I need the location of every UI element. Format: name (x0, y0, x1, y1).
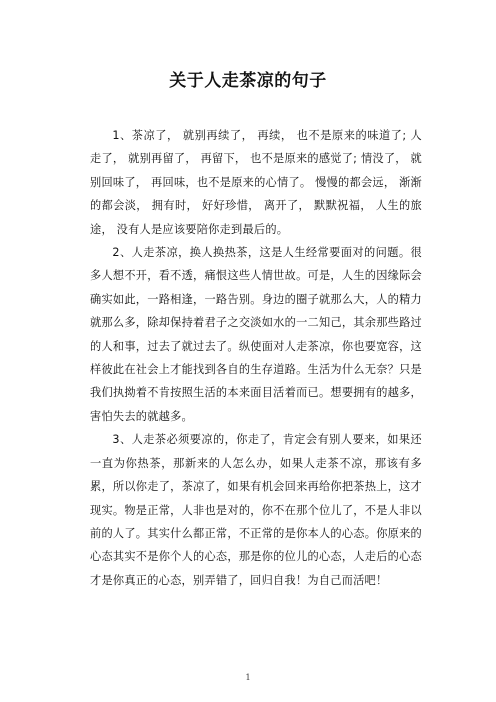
document-title: 关于人走茶凉的句子 (169, 71, 327, 91)
paragraph-1: 1、茶凉了， 就别再续了， 再续， 也不是原来的味道了; 人走了， 就别再留了， 再留下， 也不是原来的感觉了; 情没了， 就别回味了， 再回味，也不是原来的心情了。 慢慢的都会远， 渐渐的都会淡， 拥有时， 好好珍惜， 离开了， 默默祝福， 人生的旅途， 没有人是应该要陪你走到最后的。 (90, 129, 422, 236)
document-body (90, 124, 422, 592)
paragraph-2: 2、人走茶凉，换人换热茶，这是人生经常要面对的问题。很多人想不开，看不透，痛恨这些人情世故。可是，人生的因缘际会确实如此，一路相逢，一路告别。身边的圈子就那么大，人的精力就那么多，除却保持着君子之交淡如水的一二知己，其余那些路过的人和事，过去了就过去了。纵使面对人走茶凉，你也要宽容，这样彼此在社会上才能找到各自的生存道路。生活为什么无奈？只是我们执拗着不肯按照生活的本来面目活着而已。想要拥有的越多，害怕失去的就越多。 (90, 246, 422, 423)
page-number: 1 (245, 673, 251, 682)
paragraph-3: 3、人走茶必须要凉的，你走了，肯定会有别人要来，如果还一直为你热茶，那新来的人怎么办，如果人走茶不凉，那该有多累，所以你走了，茶凉了，如果有机会回来再给你把茶热上，这才现实。物是正常，人非也是对的，你不在那个位儿了，不是人非以前的人了。其实什么都正常，不正常的是你本人的心态。你原来的心态其实不是你个人的心态，那是你的位儿的心态，人走后的心态才是你真正的心态，别弄错了，回归自我！为自己而活吧！ (90, 433, 422, 587)
